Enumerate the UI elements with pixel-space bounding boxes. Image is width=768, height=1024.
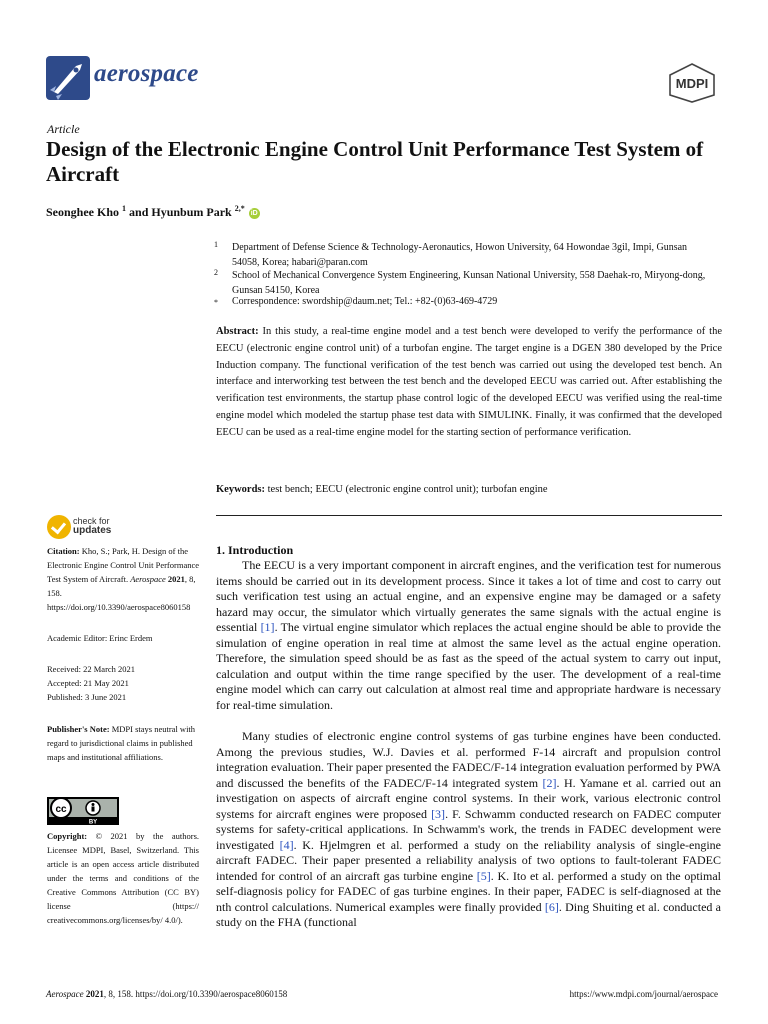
check-updates-icon: [47, 515, 71, 539]
published-date: Published: 3 June 2021: [47, 692, 127, 702]
keywords-label: Keywords:: [216, 484, 265, 495]
keywords-text: test bench; EECU (electronic engine control unit); turbofan engine: [267, 484, 548, 495]
paragraph-text: The EECU is a very important component in aircraft engines, and the verification test for numerous items should be carried out in its development process. Since it takes a lot of time and cost to carry out such verification test using an actual engine, and an expensive engine may be damaged or a safety hazard may occur, the simulator which virtually generates the same signals with the actual engine is essential: [216, 558, 721, 634]
footer-journal-url[interactable]: https://www.mdpi.com/journal/aerospace: [569, 989, 718, 999]
citation-label: Citation:: [47, 546, 80, 556]
reference-link[interactable]: [5]: [476, 868, 491, 883]
article-type: Article: [47, 122, 80, 136]
affiliation-item: [214, 294, 714, 310]
reference-link[interactable]: [4]: [279, 837, 294, 852]
publisher-name: MDPI: [675, 76, 709, 91]
abstract-text: In this study, a real-time engine model and a test bench were developed to verify the performance of the EECU (electronic engine control unit) of a turbofan engine. The target engine is a DGEN 380 developed by the Price Induction company. The functional verification of the test bench was carried out using the developed test bench. An interface and interworking test between the test bench and the developed EECU was carried out. After establishing the verification test environments, the startup phase control logic of the developed EECU was verified using the real-time engine model which modeled the startup phase test data with SIMULINK. Finally, it was confirmed that the developed EECU can be used as a real-time engine model for the starting section of performance verification.: [216, 326, 722, 438]
keywords: [216, 484, 722, 495]
orcid-icon[interactable]: iD: [250, 210, 258, 217]
author-affiliation-mark: 2,*: [234, 204, 245, 213]
correspondence-text[interactable]: Correspondence: swordship@daum.net; Tel.: +82-(0)63-469-4729: [232, 296, 498, 307]
reference-link[interactable]: [2]: [542, 775, 557, 790]
paragraph-text: . K. Ito et al. performed a study on the optimal self-diagnosis policy for FADEC of gas turbine engines. In their paper, FADEC is self-diagnosed at the nth control calculations. Numerical examples were finally provided: [216, 868, 721, 914]
affiliation-mark: *: [214, 298, 218, 307]
footer-doi[interactable]: , 8, 158. https://doi.org/10.3390/aerospace8060158: [103, 989, 288, 999]
copyright: [47, 829, 199, 927]
author-conjunction: and: [126, 205, 152, 219]
affiliation-text: Department of Defense Science & Technology-Aeronautics, Howon University, 64 Howondae 3gil, Impi, Gunsan 54058, Korea; habari@paran.com: [232, 242, 688, 268]
paragraph-text: . F. Schwamm conducted research on FADEC computer systems for safety-critical applications. In Schwamm's work, the trends in FADEC development were investigated: [216, 806, 722, 852]
paragraph-text: . H. Yamane et al. carried out an investigation on aspects of aircraft engine control systems. In their work, various electronic control systems for aircraft engines were proposed: [216, 775, 721, 821]
copyright-text: © 2021 by the authors. Licensee MDPI, Basel, Switzerland. This article is an open access article distributed under the terms and conditions of the Creative Commons Attribution (CC BY) license (https:// creativecommons.org/licenses/by/ 4.0/).: [47, 831, 200, 925]
affiliation-mark: 2: [214, 268, 218, 277]
footer-journal: Aerospace: [46, 989, 84, 999]
citation-text: Kho, S.; Park, H. Design of the Electronic Engine Control Unit Performance Test System of Aircraft.: [47, 546, 200, 584]
footer-citation: [46, 989, 287, 999]
cc-by-license-icon[interactable]: [47, 797, 119, 825]
publishers-note-label: Publisher's Note:: [47, 724, 110, 734]
check-updates-label-line2: updates: [73, 525, 112, 536]
affiliation-item: [214, 240, 714, 270]
citation-journal: Aerospace: [130, 574, 166, 584]
paragraph-text: . K. Hjelmgren et al. performed a study on the reliability analysis of single-engine aircraft FADEC. Their paper presented a reliability analysis of two options to fault-tolerant FADEC intended for control of an aircraft gas turbine engine: [216, 837, 722, 883]
received-date: Received: 22 March 2021: [47, 664, 136, 674]
cc-badge-text: BY: [88, 819, 98, 825]
author-name[interactable]: Seonghee Kho: [46, 205, 120, 219]
accepted-date: Accepted: 21 May 2021: [47, 678, 129, 688]
author-name[interactable]: Hyunbum Park: [151, 205, 232, 219]
citation-doi[interactable]: , 8, 158. https://doi.org/10.3390/aerospace8060158: [47, 574, 196, 612]
citation-year: 2021: [167, 574, 185, 584]
reference-link[interactable]: [1]: [260, 620, 275, 634]
publishers-note: [47, 722, 199, 764]
author-list: [46, 204, 260, 220]
abstract-label: Abstract:: [216, 326, 259, 337]
journal-logo-icon: [46, 56, 90, 100]
author-affiliation-mark: 1: [122, 204, 127, 213]
section-heading: 1. Introduction: [216, 543, 294, 557]
paragraph-text: . The virtual engine simulator which replaces the actual engine should be able to provide the simulation of engine operation in real time at almost the same level as the actual engine operation. Therefore, the simulation speed should be as fast as the speed of the actual system to carry out input, calculation and output within the time range specified by the user. The development of a real-time engine model which can carry out calculation at almost real time and appropriate hardware is necessary for real-time simulation.: [216, 620, 722, 712]
affiliation-text: School of Mechanical Convergence System Engineering, Kunsan National University, 558 Daehak-ro, Miryong-dong, Gunsan 54150, Korea: [232, 270, 706, 296]
publishers-note-text: MDPI stays neutral with regard to jurisdictional claims in published maps and institutional affiliations.: [47, 724, 196, 762]
body-paragraph: [216, 558, 721, 713]
journal-name: aerospace: [94, 60, 199, 87]
section-divider: [216, 515, 722, 516]
abstract: [216, 324, 722, 442]
body-paragraph: [216, 729, 721, 931]
check-updates-label-line1: check for: [73, 516, 110, 526]
footer-year: 2021: [85, 989, 104, 999]
svg-text:cc: cc: [55, 804, 67, 815]
affiliation-mark: 1: [214, 240, 218, 249]
paper-title: Design of the Electronic Engine Control Unit Performance Test System of Aircraft: [46, 137, 704, 186]
copyright-label: Copyright:: [47, 831, 88, 841]
reference-link[interactable]: [6]: [544, 899, 559, 914]
mdpi-logo: [667, 63, 717, 103]
check-for-updates-button[interactable]: [47, 515, 137, 541]
academic-editor: Academic Editor: Erinc Erdem: [47, 633, 153, 643]
paragraph-text: Many studies of electronic engine control systems of gas turbine engines have been conducted. Among the previous studies, W.J. Davies et al. performed F-14 aircraft and propulsion control integration evaluation. Their paper presented the FADEC/F-14 integration evaluation performed by PWA and discussed the benefits of the FADEC/F-14 integrated system: [216, 729, 721, 790]
paragraph-text: . Ding Shuiting et al. conducted a study on the FHA (functional: [216, 899, 721, 929]
citation: [47, 544, 199, 614]
reference-link[interactable]: [3]: [431, 806, 446, 821]
